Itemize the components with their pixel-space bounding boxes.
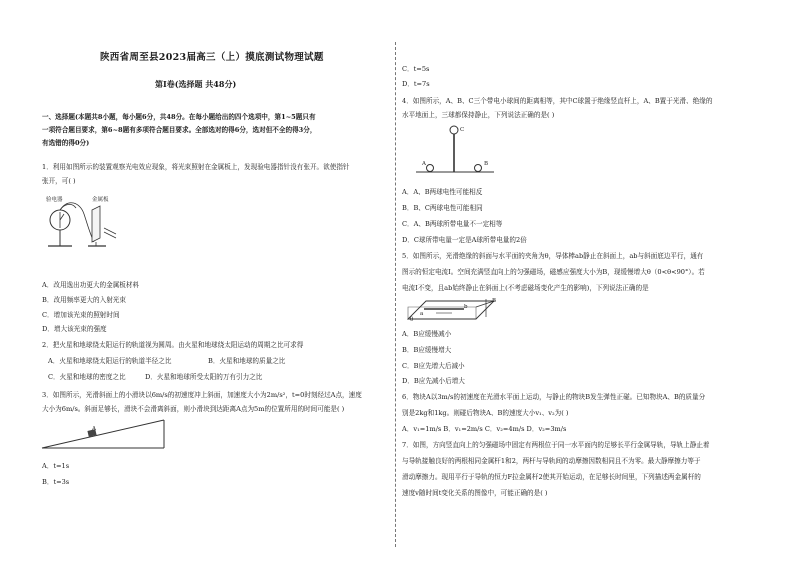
q2-option-c: C．火星和地球的密度之比 [48,373,126,381]
q5-fig-label-a: a [420,311,424,317]
q7-stem-line: 与导轨接触良好的两根相同金属杆1和2，两杆与导轨间的动摩擦因数相同且不为零。最大静摩擦力等于 [402,457,701,465]
q6-options: A．v₁=1m/s B．v₁=2m/s C．v₂=4m/s D．v₂=3m/s [402,425,567,433]
q1-stem-line: 1．利用如图所示的装置观察光电效应现象，将光束照射在金属板上，发现验电器指针没有张开。欲使指针 [42,163,350,171]
q1-option-a: A．改用逸出功更大的金属板材料 [42,281,140,289]
q3-option-a: A．t=1s [42,462,70,470]
q2-option-a: A．火星和地球绕太阳运行的轨道半径之比 [48,357,172,365]
q4-fig-label-c: C [460,127,465,133]
q1-option-d: D．增大该光束的强度 [42,325,107,333]
q2-option-b: B．火星和地球的质量之比 [208,357,286,365]
q6-stem-line: 别是2kg和1kg。则碰后物块A、B的速度大小v₁、v₂为( ) [402,409,569,417]
q3-option-d: D．t=7s [402,80,430,88]
q1-stem-line: 张开，可( ) [42,177,76,185]
q7-stem-line: 速度v随时间t变化关系的图像中，可能正确的是( ) [402,489,548,497]
q1-fig-label-electroscope: 验电器 [46,197,63,203]
section-instructions-line: 一项符合题目要求，第6~8题有多项符合题目要求。全部选对的得6分，选对但不全的得3分， [42,126,317,134]
q4-stem-line: 4．如图所示，A、B、C三个带电小球间的距离相等，其中C球置于绝缘竖直杆上，A、B置于光滑、绝缘的 [402,97,713,105]
q4-option-c: C．A、B两球所带电量不一定相等 [402,220,503,228]
q1-option-b: B．改用频率更大的入射光束 [42,296,126,304]
electroscope-diagram [40,204,120,264]
left-column [0,0,396,562]
q5-option-a: A．B应缓慢减小 [402,330,452,338]
q1-option-c: C．增加该光束的照射时间 [42,311,120,319]
q5-fig-label-field: B [492,298,497,304]
q4-option-a: A．A、B两球电性可能相反 [402,188,483,196]
q5-stem-line: 图示的恒定电流I。空间充满竖直向上的匀强磁场，磁感应强度大小为B，现缓慢增大θ（0<θ<90°）。若 [402,268,705,276]
q3-fig-label-a: A [92,426,96,432]
q4-fig-label-b: B [484,161,489,167]
right-column [398,0,794,562]
q6-stem-line: 6．物块A以3m/s的初速度在光滑水平面上运动，与静止的物块B发生弹性正碰。已知物块A、B的质量分 [402,393,706,401]
q3-stem-line: 大小为6m/s。斜面足够长，滑块不会滑离斜面，则小滑块到达距离A点为5m的位置所用的时间可能是( ) [42,405,345,413]
q5-option-c: C．B应先增大后减小 [402,362,465,370]
q3-option-c: C．t=5s [402,65,430,73]
q5-stem-line: 电流I不变，且ab始终静止在斜面上(不考虑磁场变化产生的影响)，下列说法正确的是 [402,284,649,292]
paper-title: 陕西省周至县2023届高三（上）摸底测试物理试题 [100,52,324,63]
q7-stem-line: 7．如图，方向竖直向上的匀强磁场中固定有两根位于同一水平面内的足够长平行金属导轨，导轨上静止着 [402,441,710,449]
column-divider [395,42,397,547]
q2-stem: 2．把火星和地球绕太阳运行的轨道视为圆周。由火星和地球绕太阳运动的周期之比可求得 [42,341,304,349]
part-heading: 第Ⅰ卷(选择题 共48分) [155,79,237,89]
q5-fig-label-theta: θ [410,317,414,323]
section-instructions-line: 一、选择题(本题共8小题，每小题6分，共48分。在每小题给出的四个选项中，第1~5题只有 [42,113,316,121]
q5-option-b: B．B应缓慢增大 [402,346,452,354]
q7-stem-line: 滑动摩擦力。现用平行于导轨的恒力F拉金属杆2使其开始运动，在足够长时间里，下列描述两金属杆的 [402,473,701,481]
q1-fig-label-plate: 金属板 [92,197,109,203]
q5-option-d: D．B应先减小后增大 [402,377,465,385]
q4-option-d: D．C球所带电量一定是A球所带电量的2倍 [402,236,527,244]
q3-option-b: B．t=3s [42,478,70,486]
q2-option-d: D．火星和地球所受太阳的万有引力之比 [145,373,263,381]
q4-charges-diagram [416,124,496,176]
q4-option-b: B．B、C两球电性可能相同 [402,204,483,212]
q4-stem-line: 水平地面上，三球都保持静止，下列说法正确的是( ) [402,111,555,119]
section-instructions-line: 有选错的得0分) [42,139,90,147]
q3-stem-line: 3．如图所示，光滑斜面上的小滑块以6m/s的初速度冲上斜面，加速度大小为2m/s²，t=0时刻经过A点，速度 [42,391,362,399]
q3-incline-diagram [40,418,170,452]
q4-fig-label-a: A [422,161,426,167]
q5-fig-label-b: b [464,304,468,310]
q5-stem-line: 5．如图所示，光滑绝缘的斜面与水平面的夹角为θ，导体棒ab静止在斜面上，ab与斜面底边平行，通有 [402,252,704,260]
